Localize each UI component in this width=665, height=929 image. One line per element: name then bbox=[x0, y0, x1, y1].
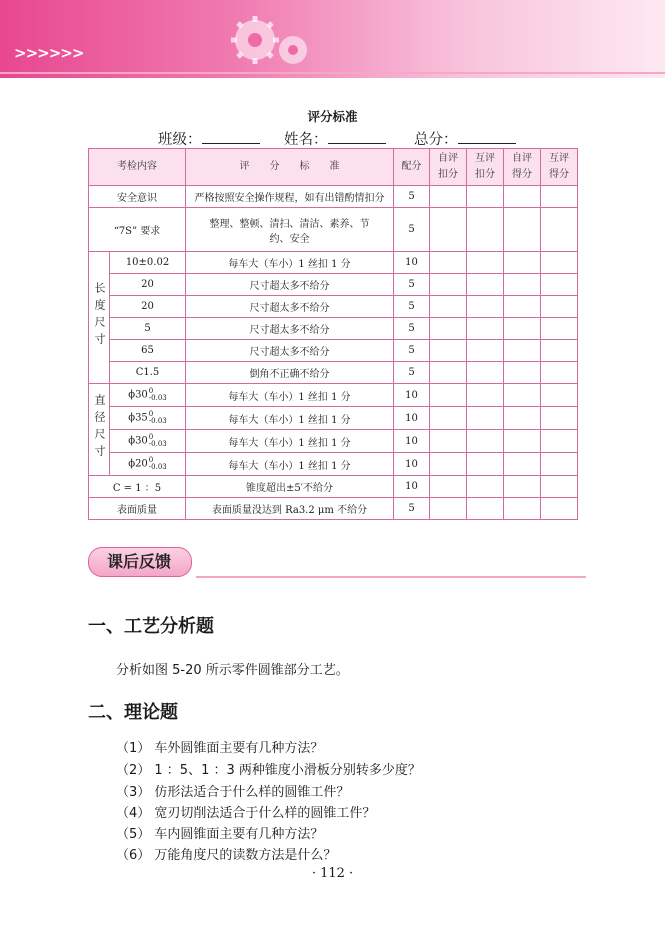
score-entry-cell[interactable] bbox=[504, 476, 541, 498]
table-header-row bbox=[89, 149, 578, 186]
score-entry-cell[interactable] bbox=[430, 430, 467, 453]
points-cell: 5 bbox=[394, 340, 430, 362]
criteria-cell: 锥度超出±5′不给分 bbox=[186, 476, 394, 498]
score-entry-cell[interactable] bbox=[430, 208, 467, 252]
tolerance-upper: 0 bbox=[148, 456, 154, 464]
score-entry-cell[interactable] bbox=[430, 453, 467, 476]
score-entry-cell[interactable] bbox=[504, 407, 541, 430]
score-entry-cell[interactable] bbox=[430, 476, 467, 498]
score-entry-cell[interactable] bbox=[467, 318, 504, 340]
score-entry-cell[interactable] bbox=[430, 274, 467, 296]
page-number: · 112 · bbox=[311, 866, 354, 881]
table-row bbox=[89, 296, 578, 318]
header-cell: 自评 得分 bbox=[504, 149, 541, 186]
criteria-cell: 尺寸超太多不给分 bbox=[186, 274, 394, 296]
section1-text: 分析如图 5-20 所示零件圆锥部分工艺。 bbox=[116, 663, 349, 678]
score-entry-cell[interactable] bbox=[430, 296, 467, 318]
question-item: （3） 仿形法适合于什么样的圆锥工件？ bbox=[116, 785, 350, 800]
header-cell: 互评 得分 bbox=[541, 149, 578, 186]
question-item: （5） 车内圆锥面主要有几种方法？ bbox=[116, 827, 324, 842]
table-title: 评分标准 bbox=[307, 109, 358, 124]
points-cell: 5 bbox=[394, 274, 430, 296]
table-row bbox=[89, 252, 578, 274]
tolerance-lower: -0.03 bbox=[148, 417, 167, 425]
item-cell bbox=[110, 340, 186, 362]
section1-title: 一、工艺分析题 bbox=[88, 616, 214, 637]
criteria-cell: 尺寸超太多不给分 bbox=[186, 318, 394, 340]
score-entry-cell[interactable] bbox=[541, 476, 578, 498]
table-row bbox=[89, 453, 578, 476]
score-entry-cell[interactable] bbox=[504, 340, 541, 362]
score-entry-cell[interactable] bbox=[430, 340, 467, 362]
header-cell: 评 分 标 准 bbox=[186, 149, 394, 186]
item-cell bbox=[110, 318, 186, 340]
criteria-cell: 每车大（车小）1 丝扣 1 分 bbox=[186, 430, 394, 453]
points-cell: 10 bbox=[394, 384, 430, 407]
score-entry-cell[interactable] bbox=[541, 252, 578, 274]
points-cell: 10 bbox=[394, 453, 430, 476]
item-value: ϕ30 bbox=[128, 435, 148, 447]
item-cell bbox=[110, 384, 186, 407]
item-value: ϕ35 bbox=[128, 412, 148, 424]
criteria-cell: 每车大（车小）1 丝扣 1 分 bbox=[186, 407, 394, 430]
header-cell: 互评 扣分 bbox=[467, 149, 504, 186]
points-cell: 5 bbox=[394, 362, 430, 384]
criteria-cell: 尺寸超太多不给分 bbox=[186, 340, 394, 362]
header-cell: 考检内容 bbox=[89, 149, 186, 186]
score-entry-cell[interactable] bbox=[504, 208, 541, 252]
item-value: ϕ20 bbox=[128, 458, 148, 470]
score-entry-cell[interactable] bbox=[467, 430, 504, 453]
score-entry-cell[interactable] bbox=[430, 498, 467, 520]
item-cell bbox=[110, 430, 186, 453]
tolerance-upper: 0 bbox=[148, 410, 154, 418]
criteria-cell: 表面质量没达到 Ra3.2 μm 不给分 bbox=[186, 498, 394, 520]
score-entry-cell[interactable] bbox=[467, 340, 504, 362]
item-value: 5 bbox=[144, 323, 151, 334]
item-cell bbox=[110, 274, 186, 296]
header-banner bbox=[0, 0, 665, 78]
group-label: 直径尺寸 bbox=[93, 394, 106, 462]
score-entry-cell[interactable] bbox=[467, 407, 504, 430]
name-label: 姓名： bbox=[284, 132, 328, 148]
score-entry-cell[interactable] bbox=[541, 453, 578, 476]
score-entry-cell[interactable] bbox=[467, 476, 504, 498]
score-entry-cell[interactable] bbox=[541, 362, 578, 384]
chevron-decoration: >>>>>> bbox=[14, 44, 84, 62]
header-cell: 自评 扣分 bbox=[430, 149, 467, 186]
score-entry-cell[interactable] bbox=[504, 252, 541, 274]
score-entry-cell[interactable] bbox=[541, 208, 578, 252]
scoring-table bbox=[88, 148, 578, 520]
gears-icon bbox=[215, 10, 335, 74]
tolerance bbox=[149, 411, 167, 425]
criteria-cell: 每车大（车小）1 丝扣 1 分 bbox=[186, 384, 394, 407]
tolerance-lower: -0.03 bbox=[148, 394, 167, 402]
table-row bbox=[89, 208, 578, 252]
score-entry-cell[interactable] bbox=[541, 407, 578, 430]
class-field bbox=[158, 128, 260, 149]
tolerance bbox=[149, 434, 167, 448]
score-entry-cell[interactable] bbox=[504, 318, 541, 340]
score-entry-cell[interactable] bbox=[504, 274, 541, 296]
score-entry-cell[interactable] bbox=[430, 362, 467, 384]
table-row bbox=[89, 362, 578, 384]
score-entry-cell[interactable] bbox=[541, 430, 578, 453]
tolerance bbox=[149, 457, 167, 471]
item-value: ϕ30 bbox=[128, 389, 148, 401]
score-entry-cell[interactable] bbox=[467, 186, 504, 208]
points-cell: 5 bbox=[394, 318, 430, 340]
question-item: （6） 万能角度尺的读数方法是什么？ bbox=[116, 848, 337, 863]
tolerance-lower: -0.03 bbox=[148, 463, 167, 471]
score-entry-cell[interactable] bbox=[467, 453, 504, 476]
item-cell: C = 1 ：5 bbox=[89, 476, 186, 498]
points-cell: 5 bbox=[394, 498, 430, 520]
item-value: 20 bbox=[141, 279, 154, 290]
question-item: （1） 车外圆锥面主要有几种方法？ bbox=[116, 741, 324, 756]
score-entry-cell[interactable] bbox=[541, 318, 578, 340]
table-row bbox=[89, 476, 578, 498]
group-label: 长度尺寸 bbox=[93, 282, 106, 350]
score-entry-cell[interactable] bbox=[430, 186, 467, 208]
score-entry-cell[interactable] bbox=[467, 296, 504, 318]
points-cell: 5 bbox=[394, 186, 430, 208]
table-row bbox=[89, 186, 578, 208]
score-entry-cell[interactable] bbox=[467, 252, 504, 274]
total-blank[interactable] bbox=[458, 129, 516, 144]
tolerance-upper: 0 bbox=[148, 387, 154, 395]
score-entry-cell[interactable] bbox=[504, 384, 541, 407]
item-value: C1.5 bbox=[135, 367, 160, 378]
total-label: 总分： bbox=[414, 132, 458, 148]
table-row bbox=[89, 498, 578, 520]
criteria-cell: 每车大（车小）1 丝扣 1 分 bbox=[186, 252, 394, 274]
item-cell: 表面质量 bbox=[89, 498, 186, 520]
score-entry-cell[interactable] bbox=[467, 208, 504, 252]
score-entry-cell[interactable] bbox=[467, 498, 504, 520]
item-cell bbox=[110, 407, 186, 430]
criteria-cell: 严格按照安全操作规程，如有出错酌情扣分 bbox=[186, 186, 394, 208]
points-cell: 10 bbox=[394, 430, 430, 453]
item-cell bbox=[110, 453, 186, 476]
header-cell: 配分 bbox=[394, 149, 430, 186]
points-cell: 10 bbox=[394, 407, 430, 430]
table-row bbox=[89, 384, 578, 407]
score-entry-cell[interactable] bbox=[504, 362, 541, 384]
tolerance-upper: 0 bbox=[148, 433, 154, 441]
name-field bbox=[284, 128, 386, 149]
question-item: （2） 1 ：5、1 ：3 两种锥度小滑板分别转多少度？ bbox=[116, 763, 421, 778]
total-field bbox=[414, 128, 516, 149]
table-row bbox=[89, 340, 578, 362]
points-cell: 5 bbox=[394, 208, 430, 252]
score-entry-cell[interactable] bbox=[430, 318, 467, 340]
score-entry-cell[interactable] bbox=[467, 274, 504, 296]
class-blank[interactable] bbox=[202, 129, 260, 144]
table-row bbox=[89, 407, 578, 430]
score-entry-cell[interactable] bbox=[541, 340, 578, 362]
score-entry-cell[interactable] bbox=[541, 384, 578, 407]
score-entry-cell[interactable] bbox=[467, 362, 504, 384]
tolerance bbox=[149, 388, 167, 402]
score-entry-cell[interactable] bbox=[504, 453, 541, 476]
item-cell: “7S” 要求 bbox=[89, 208, 186, 252]
points-cell: 5 bbox=[394, 296, 430, 318]
points-cell: 10 bbox=[394, 476, 430, 498]
score-entry-cell[interactable] bbox=[541, 186, 578, 208]
criteria-cell: 倒角不正确不给分 bbox=[186, 362, 394, 384]
item-cell bbox=[110, 252, 186, 274]
item-cell bbox=[110, 296, 186, 318]
section-tab-underline bbox=[196, 576, 586, 578]
score-entry-cell[interactable] bbox=[504, 430, 541, 453]
score-entry-cell[interactable] bbox=[541, 274, 578, 296]
score-entry-cell[interactable] bbox=[430, 384, 467, 407]
criteria-cell: 每车大（车小）1 丝扣 1 分 bbox=[186, 453, 394, 476]
item-cell: 安全意识 bbox=[89, 186, 186, 208]
item-value: 20 bbox=[141, 301, 154, 312]
table-row bbox=[89, 318, 578, 340]
group-cell bbox=[89, 384, 110, 476]
table-row bbox=[89, 274, 578, 296]
score-entry-cell[interactable] bbox=[504, 498, 541, 520]
group-cell bbox=[89, 252, 110, 384]
header-divider bbox=[0, 72, 665, 74]
criteria-cell: 整理、整顿、清扫、清洁、素养、节约、安全 bbox=[186, 208, 394, 252]
section-tab-label: 课后反馈 bbox=[106, 552, 171, 571]
criteria-cell: 尺寸超太多不给分 bbox=[186, 296, 394, 318]
class-label: 班级： bbox=[158, 132, 202, 148]
section2-title: 二、理论题 bbox=[88, 702, 178, 723]
name-blank[interactable] bbox=[328, 129, 386, 144]
item-cell bbox=[110, 362, 186, 384]
item-value: 65 bbox=[141, 345, 154, 356]
section-tab bbox=[88, 545, 196, 579]
score-entry-cell[interactable] bbox=[430, 407, 467, 430]
score-entry-cell[interactable] bbox=[467, 384, 504, 407]
tolerance-lower: -0.03 bbox=[148, 440, 167, 448]
score-entry-cell[interactable] bbox=[504, 186, 541, 208]
score-entry-cell[interactable] bbox=[541, 498, 578, 520]
item-value: 10±0.02 bbox=[125, 257, 170, 268]
points-cell: 10 bbox=[394, 252, 430, 274]
question-item: （4） 宽刃切削法适合于什么样的圆锥工件？ bbox=[116, 806, 376, 821]
score-entry-cell[interactable] bbox=[541, 296, 578, 318]
score-entry-cell[interactable] bbox=[504, 296, 541, 318]
table-row bbox=[89, 430, 578, 453]
score-entry-cell[interactable] bbox=[430, 252, 467, 274]
